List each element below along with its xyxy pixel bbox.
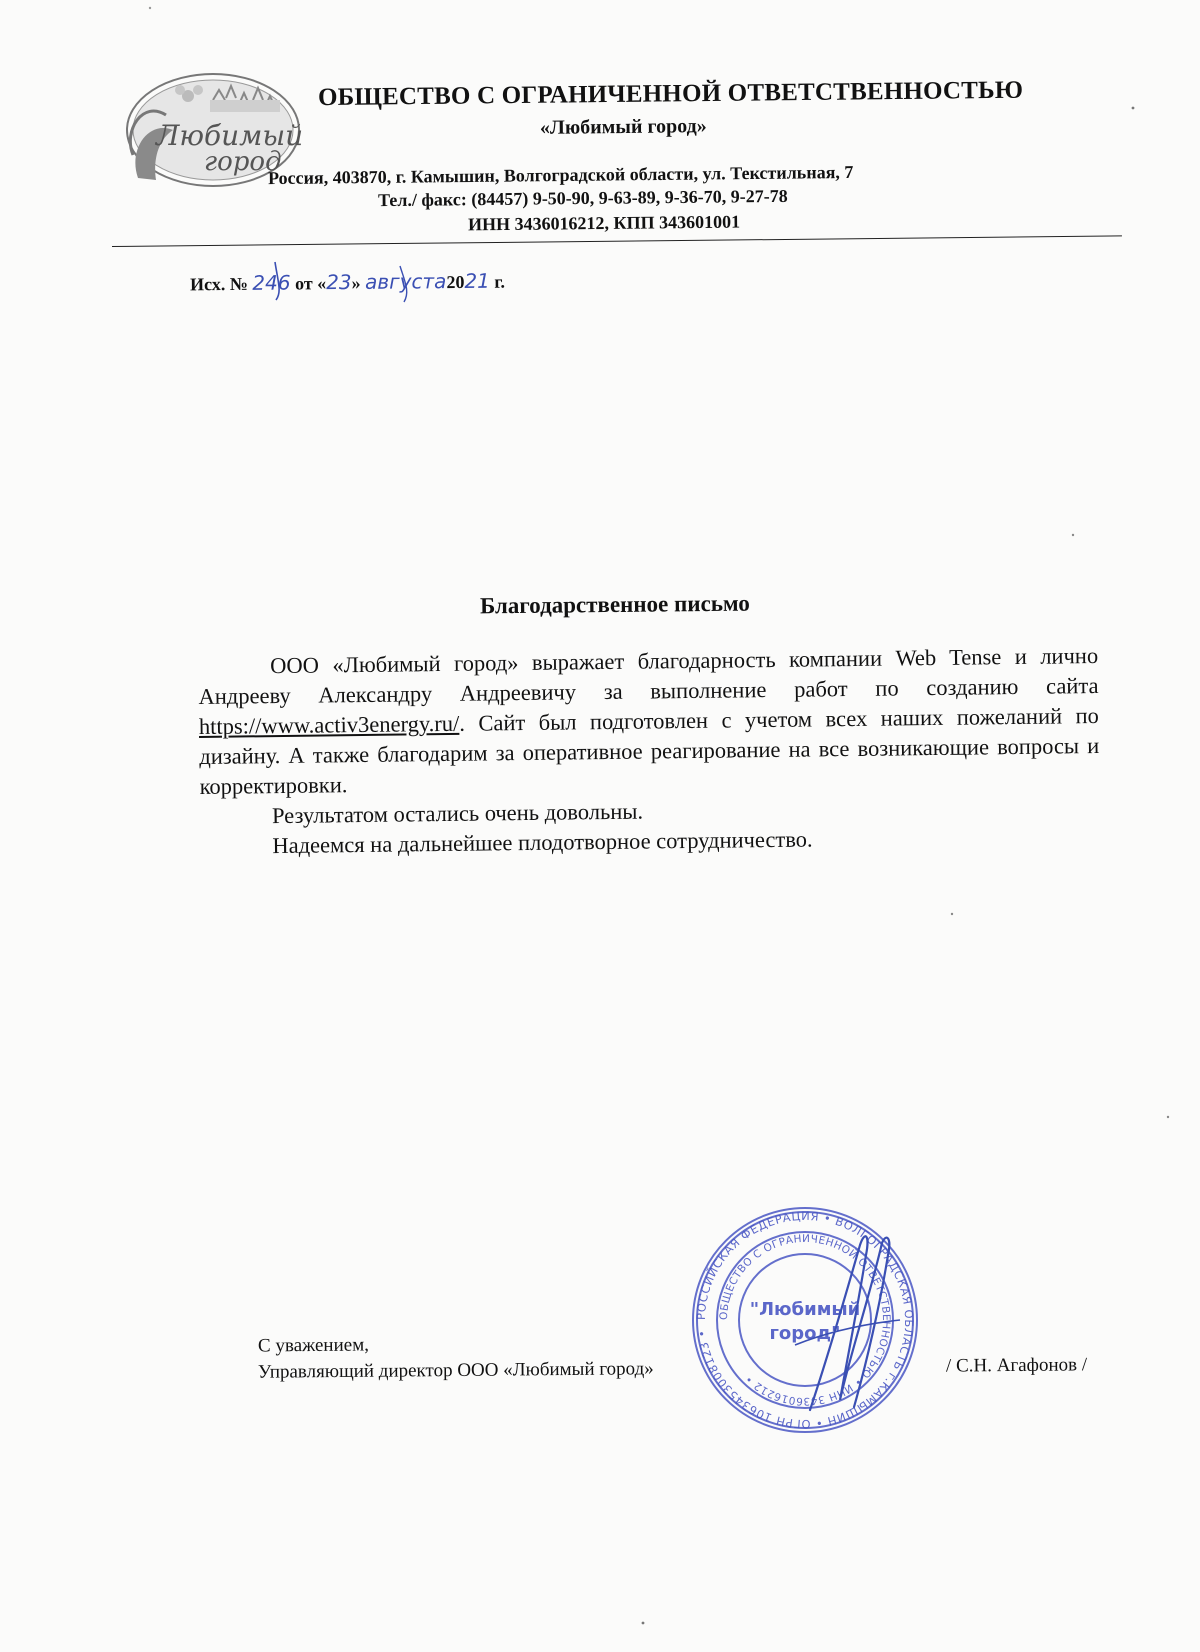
letter-paragraph-2: Результатом остались очень довольны. (271, 798, 644, 829)
svg-text:ОБЩЕСТВО С ОГРАНИЧЕННОЙ ОТВЕТС: ОБЩЕСТВО С ОГРАНИЧЕННОЙ ОТВЕТСТВЕННОСТЬЮ • ИНН 3436016212 • (717, 1232, 893, 1408)
outgoing-month: августа (364, 269, 447, 294)
handwritten-signature-icon (770, 1225, 920, 1415)
website-link[interactable]: https://www.activ3energy.ru/ (198, 710, 460, 739)
letter-paragraph-3: Надеемся на дальнейшее плодотворное сотрудничество. (272, 826, 813, 859)
org-type: ОБЩЕСТВО С ОГРАНИЧЕННОЙ ОТВЕТСТВЕННОСТЬЮ (317, 76, 1024, 112)
outgoing-number: 246 (252, 270, 291, 295)
outgoing-from-label: от « (294, 273, 327, 294)
outgoing-year-prefix: 20 (446, 271, 465, 293)
svg-text:"Любимый: "Любимый (749, 1299, 861, 1320)
para1-text-end: . Сайт был подготовлен с учетом всех наших пожеланий по дизайну. А также благодарим за оперативное реагирование на все возникающие вопросы и корректировки. (199, 703, 1100, 799)
para1-text-start: ООО «Любимый город» выражает благодарность компании Web Tense и лично Андрееву Александру Андреевичу за выполнение работ по созданию сайта (198, 643, 1099, 709)
signer-name: / С.Н. Агафонов / (945, 1354, 1088, 1377)
signer-position: Управляющий директор ООО «Любимый город» (257, 1358, 654, 1383)
svg-text:город": город" (769, 1323, 841, 1344)
letter-body (198, 641, 1100, 862)
closing-regards: С уважением, (257, 1334, 370, 1357)
letter-paragraph-1 (198, 641, 1100, 802)
outgoing-day-close: » (351, 272, 361, 293)
svg-text:РОССИЙСКАЯ ФЕДЕРАЦИЯ • ВОЛГОГР: РОССИЙСКАЯ ФЕДЕРАЦИЯ • ВОЛГОГРАДСКАЯ ОБЛАСТЬ г.КАМЫШИН • ОГРН 1063453008123 • (693, 1208, 917, 1432)
org-tax-ids: ИНН 3436016212, КПП 343601001 (467, 211, 741, 235)
outgoing-prefix: Исх. № (189, 273, 248, 295)
org-name: «Любимый город» (539, 115, 707, 139)
org-address: Россия, 403870, г. Камышин, Волгоградской области, ул. Текстильная, 7 (267, 161, 854, 189)
handwriting-underline-icon (270, 252, 570, 312)
svg-text:город: город (204, 147, 282, 177)
outgoing-day: 23 (326, 269, 352, 295)
letterhead-divider (112, 235, 1122, 247)
outgoing-year-suffix: 21 (464, 268, 490, 293)
org-phones: Тел./ факс: (84457) 9-50-90, 9-63-89, 9-36-70, 9-27-78 (377, 185, 788, 211)
svg-text:Любимый: Любимый (156, 119, 303, 152)
outgoing-year-end: г. (489, 271, 506, 292)
letter-heading: Благодарственное письмо (479, 590, 750, 619)
